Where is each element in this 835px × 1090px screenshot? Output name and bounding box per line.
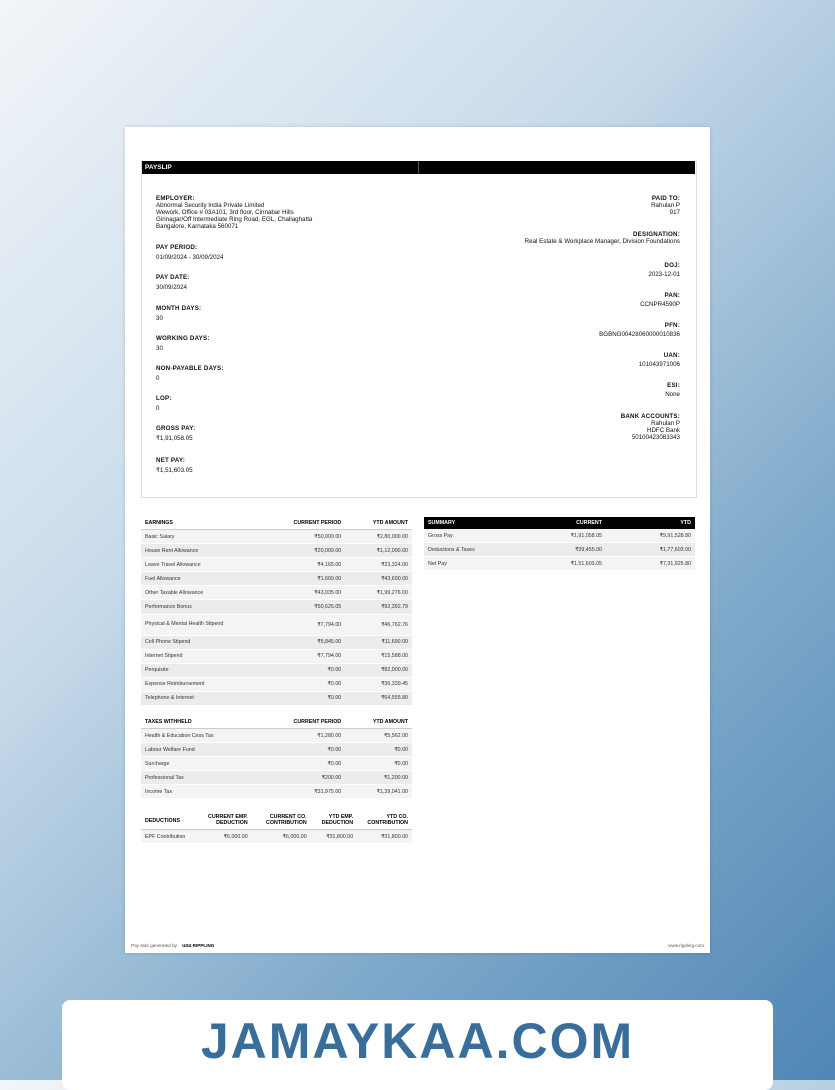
table-row — [141, 649, 412, 663]
row-current: ₹200.00 — [259, 771, 345, 785]
row-ytd: ₹7,31,925.80 — [606, 557, 695, 571]
deductions-ytd-co-header: YTD CO. CONTRIBUTION — [357, 813, 412, 830]
footer-url: www.rippling.com — [668, 943, 704, 948]
table-row — [141, 635, 412, 649]
row-label: Gross Pay — [424, 529, 517, 543]
table-row — [141, 729, 412, 743]
row-label: Leave Travel Allowance — [141, 558, 259, 572]
table-row — [141, 757, 412, 771]
row-label: Professional Tax — [141, 771, 259, 785]
pfn-value: BGBNG00428060000010836 — [599, 331, 680, 338]
bank-name: HDFC Bank — [646, 427, 680, 434]
row-current: ₹0.00 — [259, 663, 345, 677]
table-row — [141, 677, 412, 691]
row-label: Perquisite — [141, 663, 259, 677]
table-row — [141, 743, 412, 757]
doj-value: 2023-12-01 — [648, 271, 680, 278]
row-current: ₹0.00 — [259, 757, 345, 771]
row-label: Basic Salary — [141, 530, 259, 544]
row-current: ₹50,625.05 — [259, 600, 345, 614]
doj-block — [480, 262, 680, 278]
uan-value: 101043971006 — [638, 361, 680, 368]
rippling-logo-text: RIPPLING — [192, 943, 215, 948]
earnings-header: EARNINGS — [141, 517, 259, 530]
designation-block — [420, 231, 680, 245]
row-current: ₹7,794.00 — [259, 649, 345, 663]
net-pay-block — [156, 457, 193, 474]
table-row — [141, 586, 412, 600]
payslip-title: PAYSLIP — [145, 164, 172, 171]
paid-to-id: 917 — [669, 209, 680, 216]
row-label: House Rent Allowance — [141, 544, 259, 558]
row-label: Performance Bonus — [141, 600, 259, 614]
pan-value: CCNPR4590P — [640, 301, 680, 308]
non-payable-value: 0 — [156, 375, 160, 382]
row-ytd-emp: ₹31,800.00 — [311, 830, 357, 844]
pay-date-value: 30/09/2024 — [156, 284, 187, 291]
earnings-current-header: CURRENT PERIOD — [259, 517, 345, 530]
row-label: Net Pay — [424, 557, 517, 571]
gross-pay-label: GROSS PAY: — [156, 425, 196, 432]
summary-table — [424, 517, 695, 571]
row-ytd: ₹5,562.00 — [345, 729, 412, 743]
deductions-table — [141, 813, 412, 844]
row-current: ₹1,51,603.05 — [517, 557, 606, 571]
row-ytd: ₹46,762.76 — [345, 614, 412, 635]
lop-block — [156, 395, 172, 412]
row-label: Internet Stipend — [141, 649, 259, 663]
summary-header: SUMMARY — [424, 517, 517, 529]
bank-holder: Rahulan P — [651, 420, 680, 427]
table-row — [424, 529, 695, 543]
non-payable-label: NON-PAYABLE DAYS: — [156, 365, 224, 372]
row-label: Surcharge — [141, 757, 259, 771]
working-days-label: WORKING DAYS: — [156, 335, 210, 342]
deductions-ytd-emp-header: YTD EMP. DEDUCTION — [311, 813, 357, 830]
uan-label: UAN: — [663, 352, 680, 359]
paid-to-block — [420, 195, 680, 216]
row-current: ₹5,845.00 — [259, 635, 345, 649]
bank-label: BANK ACCOUNTS: — [620, 413, 680, 420]
row-ytd: ₹92,392.79 — [345, 600, 412, 614]
bank-account: 50100423083343 — [631, 434, 680, 441]
row-ytd: ₹0.00 — [345, 757, 412, 771]
row-ytd: ₹0.00 — [345, 743, 412, 757]
row-current: ₹0.00 — [259, 743, 345, 757]
net-pay-value: ₹1,51,603.05 — [156, 467, 193, 474]
table-row — [141, 544, 412, 558]
table-row — [424, 543, 695, 557]
pfn-block — [480, 322, 680, 338]
row-ytd: ₹1,200.00 — [345, 771, 412, 785]
row-label: Other Taxable Allowance — [141, 586, 259, 600]
pay-date-block — [156, 274, 190, 291]
pay-period-label: PAY PERIOD: — [156, 244, 198, 251]
row-ytd: ₹36,339.45 — [345, 677, 412, 691]
working-days-block — [156, 335, 210, 352]
row-current: ₹20,000.00 — [259, 544, 345, 558]
row-ytd: ₹1,77,603.00 — [606, 543, 695, 557]
watermark-banner — [62, 1000, 773, 1090]
row-current: ₹0.00 — [259, 677, 345, 691]
row-ytd: ₹1,39,041.00 — [345, 785, 412, 799]
row-current: ₹50,000.00 — [259, 530, 345, 544]
summary-ytd-header: YTD — [606, 517, 695, 529]
page-footer — [131, 943, 704, 948]
designation-label: DESIGNATION: — [633, 231, 680, 238]
row-ytd-co: ₹31,800.00 — [357, 830, 412, 844]
non-payable-block — [156, 365, 224, 382]
pfn-label: PFN: — [664, 322, 680, 329]
row-label: Telephone & Internet — [141, 691, 259, 705]
row-ytd: ₹1,99,276.00 — [345, 586, 412, 600]
month-days-label: MONTH DAYS: — [156, 305, 202, 312]
deductions-cur-emp-header: CURRENT EMP. DEDUCTION — [201, 813, 252, 830]
table-row — [141, 771, 412, 785]
employer-address-2: Girinagar/Off Intermediate Ring Road, EGL, Challaghatta — [156, 216, 313, 223]
table-row — [141, 600, 412, 614]
table-row — [424, 557, 695, 571]
pay-period-block — [156, 244, 223, 261]
row-ytd: ₹43,600.00 — [345, 572, 412, 586]
month-days-value: 30 — [156, 315, 163, 322]
designation-value: Real Estate & Workplace Manager, Division Foundations — [524, 238, 680, 245]
employer-name: Abnormal Security India Private Limited — [156, 202, 265, 209]
rippling-icon: ƜƜ — [182, 943, 192, 948]
paid-to-name: Rahulan P — [651, 202, 680, 209]
gross-pay-value: ₹1,91,058.05 — [156, 435, 193, 442]
lop-label: LOP: — [156, 395, 172, 402]
paid-to-label: PAID TO: — [651, 195, 680, 202]
employer-address-1: Wework, Office # 03A101, 3rd floor, Cinnabar Hills — [156, 209, 294, 216]
row-current: ₹7,794.00 — [259, 614, 345, 635]
row-cur-emp: ₹6,000.00 — [201, 830, 252, 844]
pay-period-value: 01/09/2024 - 30/09/2024 — [156, 254, 224, 261]
row-current: ₹1,600.00 — [259, 572, 345, 586]
watermark-text: JAMAYKAA.COM — [200, 1013, 635, 1069]
table-row — [141, 530, 412, 544]
table-row — [141, 691, 412, 705]
rippling-logo — [182, 943, 214, 948]
row-current: ₹0.00 — [259, 691, 345, 705]
row-ytd: ₹2,80,000.00 — [345, 530, 412, 544]
row-ytd: ₹9,91,528.80 — [606, 529, 695, 543]
row-current: ₹1,280.00 — [259, 729, 345, 743]
table-row — [141, 663, 412, 677]
table-row — [141, 558, 412, 572]
row-current: ₹39,455.00 — [517, 543, 606, 557]
table-row — [141, 614, 412, 635]
summary-current-header: CURRENT — [517, 517, 606, 529]
deductions-header: DEDUCTIONS — [141, 813, 201, 830]
table-row — [141, 785, 412, 799]
esi-block — [480, 382, 680, 398]
earnings-ytd-header: YTD AMOUNT — [345, 517, 412, 530]
uan-block — [480, 352, 680, 368]
row-current: ₹1,91,058.05 — [517, 529, 606, 543]
row-ytd: ₹82,000.00 — [345, 663, 412, 677]
row-label: Fuel Allowance — [141, 572, 259, 586]
row-cur-co: ₹6,000.00 — [252, 830, 311, 844]
month-days-block — [156, 305, 201, 322]
row-label: Income Tax — [141, 785, 259, 799]
row-current: ₹31,975.00 — [259, 785, 345, 799]
footer-generated-text: Pay stub generated by — [131, 943, 177, 948]
row-label: Health & Education Cess Tax — [141, 729, 259, 743]
employer-label: EMPLOYER: — [156, 195, 195, 202]
row-ytd: ₹11,690.00 — [345, 635, 412, 649]
row-ytd: ₹15,588.00 — [345, 649, 412, 663]
esi-value: None — [665, 391, 680, 398]
gross-pay-block — [156, 425, 195, 442]
row-label: Labour Welfare Fund — [141, 743, 259, 757]
row-current: ₹43,035.00 — [259, 586, 345, 600]
row-label: Physical & Mental Health Stipend — [141, 614, 259, 635]
taxes-table — [141, 716, 412, 799]
row-label: Deductions & Taxes — [424, 543, 517, 557]
pan-label: PAN: — [664, 292, 680, 299]
pay-date-label: PAY DATE: — [156, 274, 190, 281]
row-ytd: ₹64,555.80 — [345, 691, 412, 705]
doj-label: DOJ: — [664, 262, 680, 269]
deductions-cur-co-header: CURRENT CO. CONTRIBUTION — [252, 813, 311, 830]
row-ytd: ₹23,324.00 — [345, 558, 412, 572]
table-row — [141, 830, 412, 844]
employer-block — [156, 195, 416, 230]
table-row — [141, 572, 412, 586]
taxes-ytd-header: YTD AMOUNT — [345, 716, 412, 729]
working-days-value: 30 — [156, 345, 163, 352]
row-label: Expense Reimbursement — [141, 677, 259, 691]
net-pay-label: NET PAY: — [156, 457, 185, 464]
taxes-header: TAXES WITHHELD — [141, 716, 259, 729]
pan-block — [480, 292, 680, 308]
taxes-current-header: CURRENT PERIOD — [259, 716, 345, 729]
esi-label: ESI: — [667, 382, 680, 389]
row-current: ₹4,165.00 — [259, 558, 345, 572]
bank-block — [480, 413, 680, 441]
employer-address-3: Bangalore, Karnataka 560071 — [156, 223, 239, 230]
row-label: Cell Phone Stipend — [141, 635, 259, 649]
earnings-table — [141, 517, 412, 706]
row-ytd: ₹1,12,000.00 — [345, 544, 412, 558]
lop-value: 0 — [156, 405, 160, 412]
payslip-page — [125, 127, 710, 953]
row-label: EPF Contribution — [141, 830, 201, 844]
